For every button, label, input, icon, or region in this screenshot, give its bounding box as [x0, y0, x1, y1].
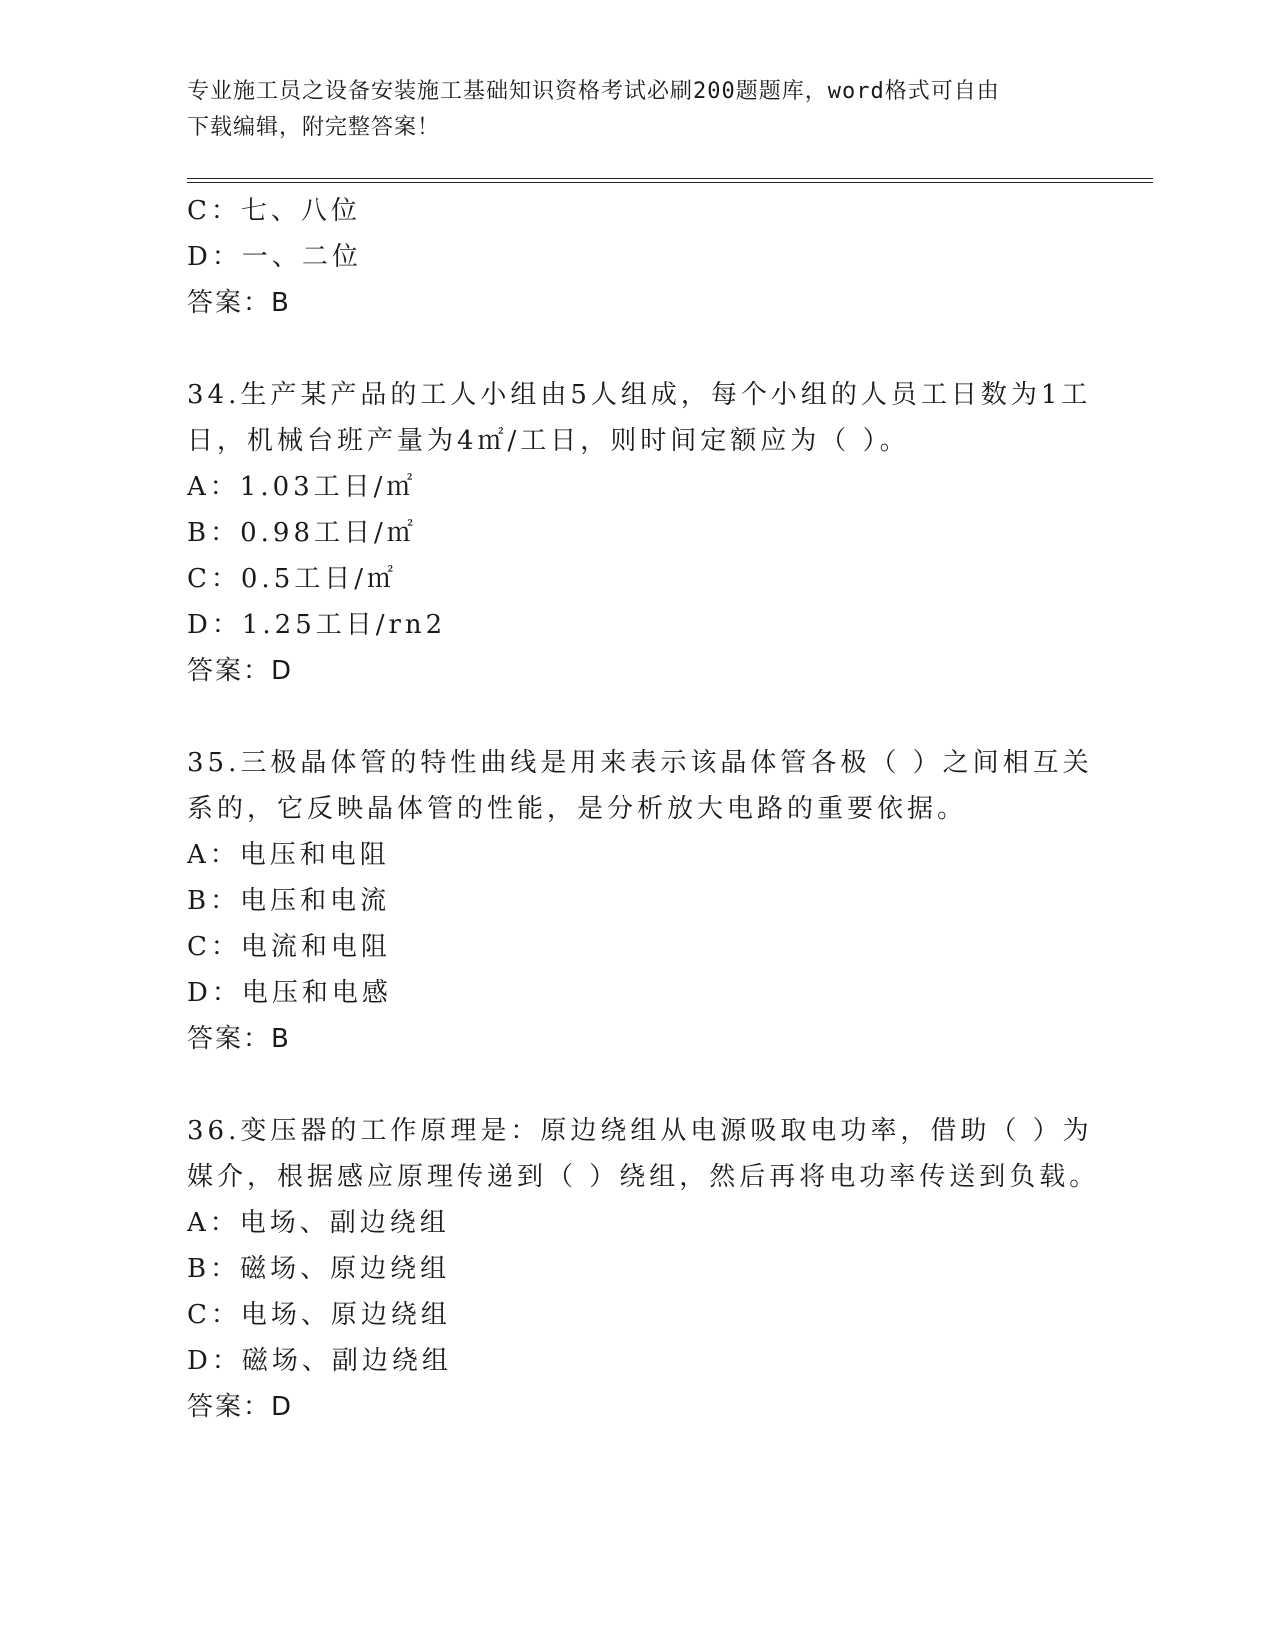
question-stem-line-1: 35.三极晶体管的特性曲线是用来表示该晶体管各极（ ）之间相互关 — [187, 748, 1093, 778]
page-header — [187, 74, 1087, 146]
question-stem-line-1: 34.生产某产品的工人小组由5人组成，每个小组的人员工日数为1工 — [187, 380, 1092, 410]
option-d: D：电压和电感 — [187, 978, 392, 1008]
option-a: A：1.03工日/㎡ — [187, 472, 417, 502]
option-c: C：电流和电阻 — [187, 932, 391, 962]
option-d: D：磁场、副边绕组 — [187, 1346, 452, 1376]
header-line-1: 专业施工员之设备安装施工基础知识资格考试必刷200题题库，word格式可自由 — [187, 79, 1000, 104]
option-b: B：0.98工日/㎡ — [187, 518, 417, 548]
spacer — [187, 1062, 1087, 1108]
previous-question-tail — [187, 188, 1087, 326]
answer: 答案：D — [187, 656, 294, 686]
option-c: C：电场、原边绕组 — [187, 1300, 451, 1330]
option-b: B：电压和电流 — [187, 886, 391, 916]
answer: 答案：D — [187, 1392, 294, 1422]
spacer — [187, 326, 1087, 372]
question-36 — [187, 1108, 1100, 1430]
option-a: A：电压和电阻 — [187, 840, 390, 870]
question-stem-line-2: 系的，它反映晶体管的性能，是分析放大电路的重要依据。 — [187, 794, 968, 824]
option-d: D：一、二位 — [187, 242, 362, 272]
question-35 — [187, 740, 1093, 1062]
question-34 — [187, 372, 1092, 694]
option-c: C：七、八位 — [187, 196, 361, 226]
header-divider — [187, 178, 1153, 183]
question-stem-line-2: 媒介，根据感应原理传递到（ ）绕组，然后再将电功率传送到负载。 — [187, 1162, 1100, 1192]
answer: 答案：B — [187, 1024, 291, 1054]
question-stem-line-2: 日，机械台班产量为4㎡/工日，则时间定额应为（ ）。 — [187, 426, 910, 456]
question-stem-line-1: 36.变压器的工作原理是：原边绕组从电源吸取电功率，借助（ ）为 — [187, 1116, 1093, 1146]
option-d: D：1.25工日/rn2 — [187, 610, 447, 640]
option-b: B：磁场、原边绕组 — [187, 1254, 451, 1284]
option-a: A：电场、副边绕组 — [187, 1208, 450, 1238]
header-line-2: 下载编辑，附完整答案！ — [187, 115, 441, 140]
answer: 答案：B — [187, 288, 291, 318]
document-body — [187, 188, 1100, 1430]
option-c: C：0.5工日/㎡ — [187, 564, 398, 594]
spacer — [187, 694, 1087, 740]
